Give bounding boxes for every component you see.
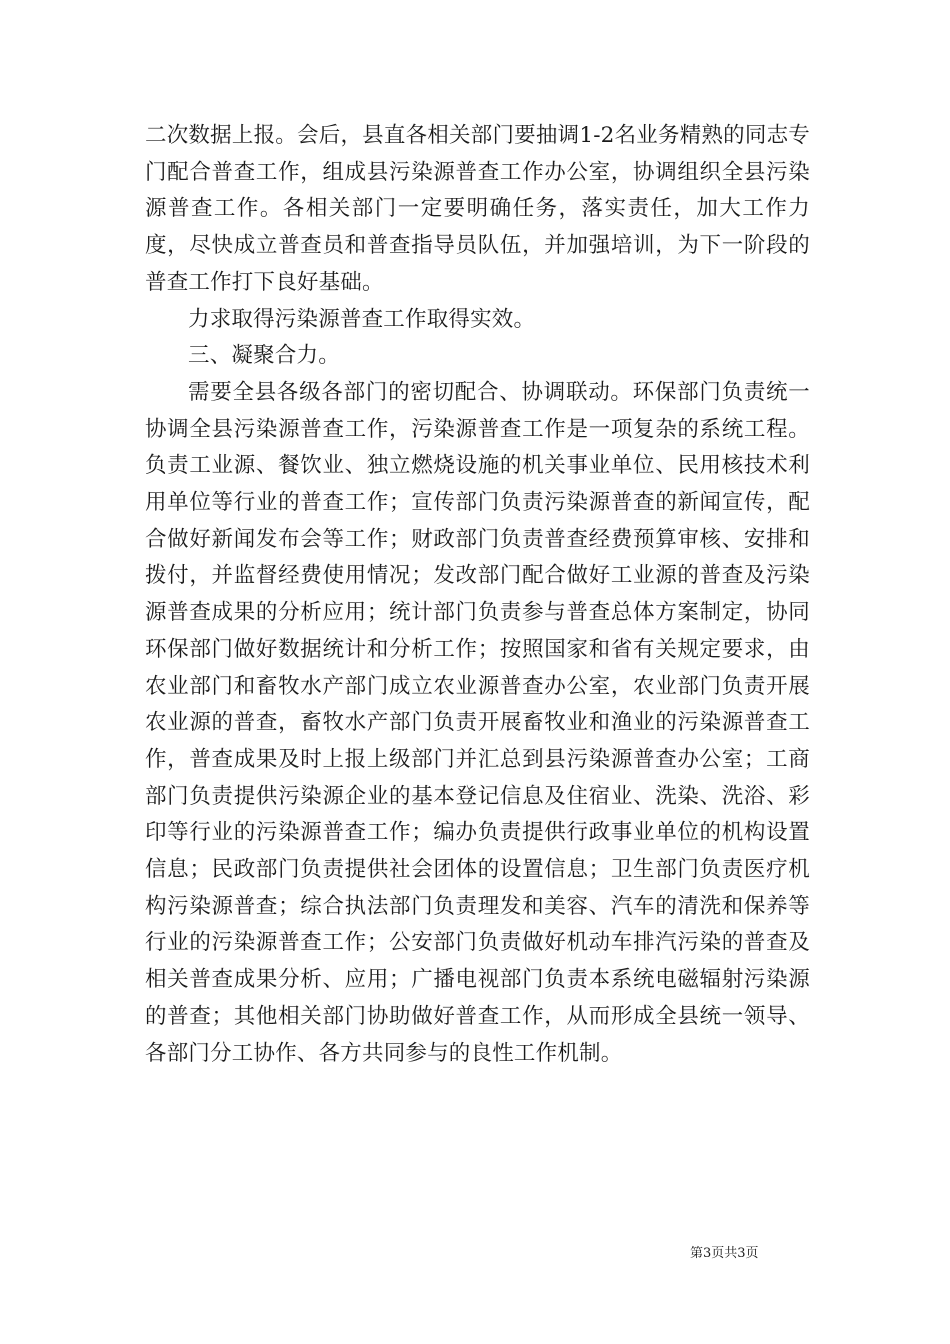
paragraph-continuation: 二次数据上报。会后，县直各相关部门要抽调1-2名业务精熟的同志专门配合普查工作，组成县污染源普查工作办公室，协调组织全县污染源普查工作。各相关部门一定要明确任务，落实责任，加大工作力度，尽快成立普查员和普查指导员队伍，并加强培训，为下一阶段的普查工作打下良好基础。 <box>145 123 810 295</box>
document-body <box>145 118 810 1072</box>
paragraph-effectiveness: 力求取得污染源普查工作取得实效。 <box>188 306 536 332</box>
section-heading-3: 三、凝聚合力。 <box>188 343 340 369</box>
page-number: 第3页共3页 <box>690 1246 759 1261</box>
paragraph-cooperation: 需要全县各级各部门的密切配合、协调联动。环保部门负责统一协调全县污染源普查工作，污染源普查工作是一项复杂的系统工程。负责工业源、餐饮业、独立燃烧设施的机关事业单位、民用核技术利用单位等行业的普查工作；宣传部门负责污染源普查的新闻宣传，配合做好新闻发布会等工作；财政部门负责普查经费预算审核、安排和拨付，并监督经费使用情况；发改部门配合做好工业源的普查及污染源普查成果的分析应用；统计部门负责参与普查总体方案制定，协同环保部门做好数据统计和分析工作；按照国家和省有关规定要求，由农业部门和畜牧水产部门成立农业源普查办公室，农业部门负责开展农业源的普查，畜牧水产部门负责开展畜牧业和渔业的污染源普查工作，普查成果及时上报上级部门并汇总到县污染源普查办公室；工商部门负责提供污染源企业的基本登记信息及住宿业、洗染、洗浴、彩印等行业的污染源普查工作；编办负责提供行政事业单位的机构设置信息；民政部门负责提供社会团体的设置信息；卫生部门负责医疗机构污染源普查；综合执法部门负责理发和美容、汽车的清洗和保养等行业的污染源普查工作；公安部门负责做好机动车排汽污染的普查及相关普查成果分析、应用；广播电视部门负责本系统电磁辐射污染源的普查；其他相关部门协助做好普查工作，从而形成全县统一领导、各部门分工协作、各方共同参与的良性工作机制。 <box>145 379 810 1066</box>
